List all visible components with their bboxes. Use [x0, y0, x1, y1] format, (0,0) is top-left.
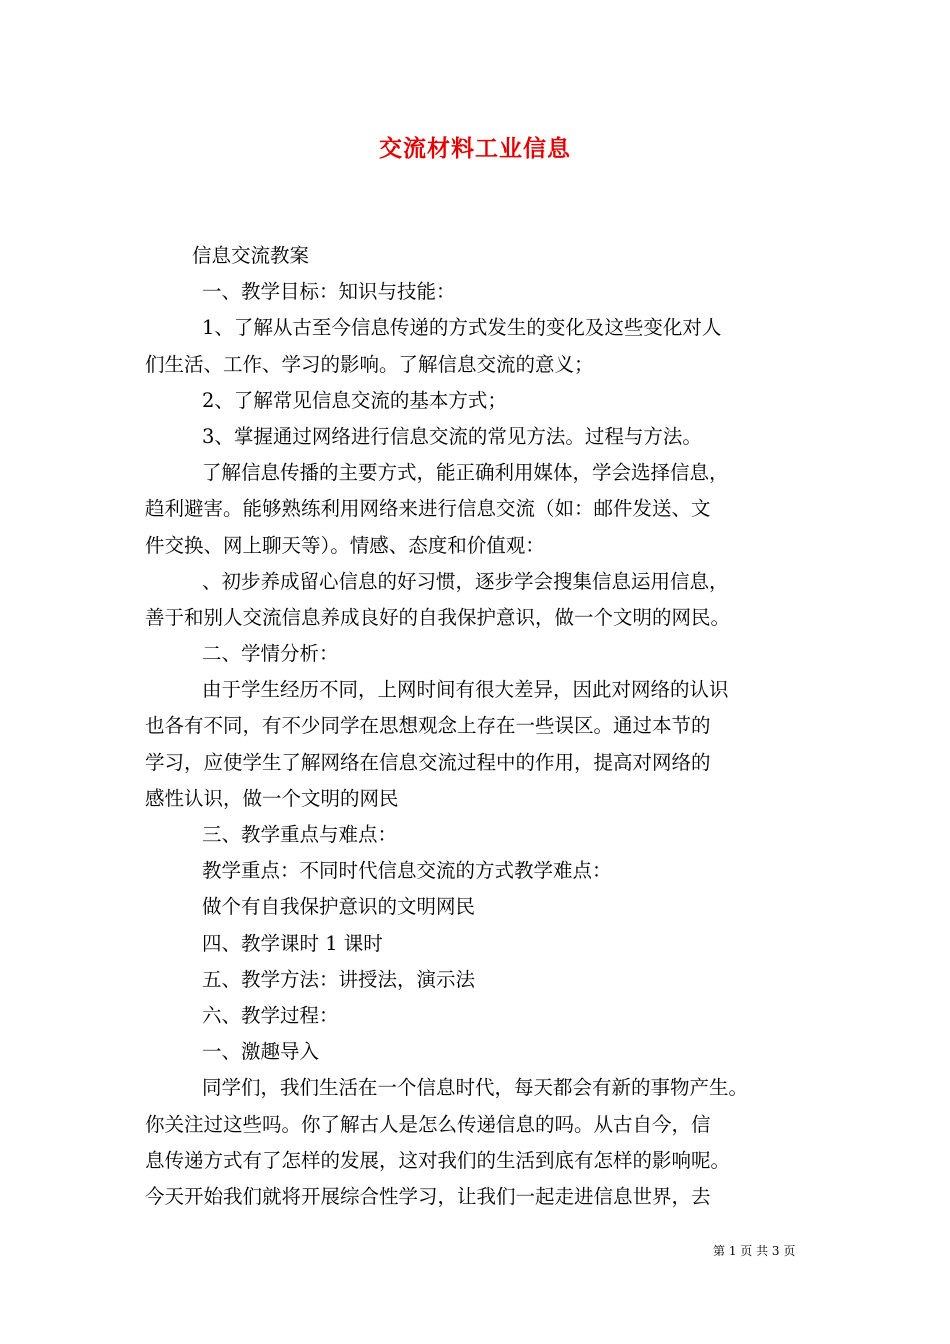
text-line: 们生活、工作、学习的影响。了解信息交流的意义；	[145, 352, 594, 376]
text-line: 二、学情分析：	[202, 642, 339, 666]
page-number: 第 1 页 共 3 页	[713, 1244, 796, 1258]
text-line: 同学们，我们生活在一个信息时代，每天都会有新的事物产生。	[202, 1076, 749, 1100]
text-line: 学习，应使学生了解网络在信息交流过程中的作用，提高对网络的	[145, 750, 711, 774]
text-line: 六、教学过程：	[202, 1003, 339, 1027]
text-line: 三、教学重点与难点：	[202, 823, 398, 846]
text-line: 一、教学目标：知识与技能：	[202, 280, 456, 304]
text-line: 3、掌握通过网络进行信息交流的常见方法。过程与方法。	[202, 424, 702, 448]
document-body	[145, 238, 813, 1215]
text-line: 善于和别人交流信息养成良好的自我保护意识，做一个文明的网民。	[145, 605, 731, 629]
text-line: 信息交流教案	[192, 244, 310, 267]
document-title: 交流材料工业信息	[379, 135, 571, 162]
text-line: 教学重点：不同时代信息交流的方式教学难点：	[202, 859, 612, 883]
text-line: 息传递方式有了怎样的发展，这对我们的生活到底有怎样的影响呢。	[145, 1148, 731, 1172]
text-line: 感性认识，做一个文明的网民	[145, 786, 399, 810]
text-line: 、初步养成留心信息的好习惯，逐步学会搜集信息运用信息，	[202, 569, 729, 593]
text-line: 1、了解从古至今信息传递的方式发生的变化及这些变化对人	[202, 316, 722, 340]
text-line: 2、了解常见信息交流的基本方式；	[202, 388, 507, 412]
text-line: 今天开始我们就将开展综合性学习，让我们一起走进信息世界，去	[145, 1184, 711, 1208]
text-line: 一、激趣导入	[202, 1040, 320, 1064]
text-line: 了解信息传播的主要方式，能正确利用媒体，学会选择信息，	[202, 461, 729, 485]
text-line: 也各有不同，有不少同学在思想观念上存在一些误区。通过本节的	[145, 714, 711, 738]
text-line: 由于学生经历不同，上网时间有很大差异，因此对网络的认识	[202, 678, 729, 702]
text-line: 件交换、网上聊天等）。情感、态度和价值观：	[145, 533, 545, 557]
text-line: 趋利避害。能够熟练利用网络来进行信息交流（如：邮件发送、文	[145, 497, 711, 521]
text-line: 做个有自我保护意识的文明网民	[202, 895, 476, 919]
text-line: 五、教学方法：讲授法，演示法	[202, 967, 476, 991]
text-line: 四、教学课时 1 课时	[202, 931, 383, 955]
text-line: 你关注过这些吗。你了解古人是怎么传递信息的吗。从古自今，信	[145, 1112, 711, 1136]
